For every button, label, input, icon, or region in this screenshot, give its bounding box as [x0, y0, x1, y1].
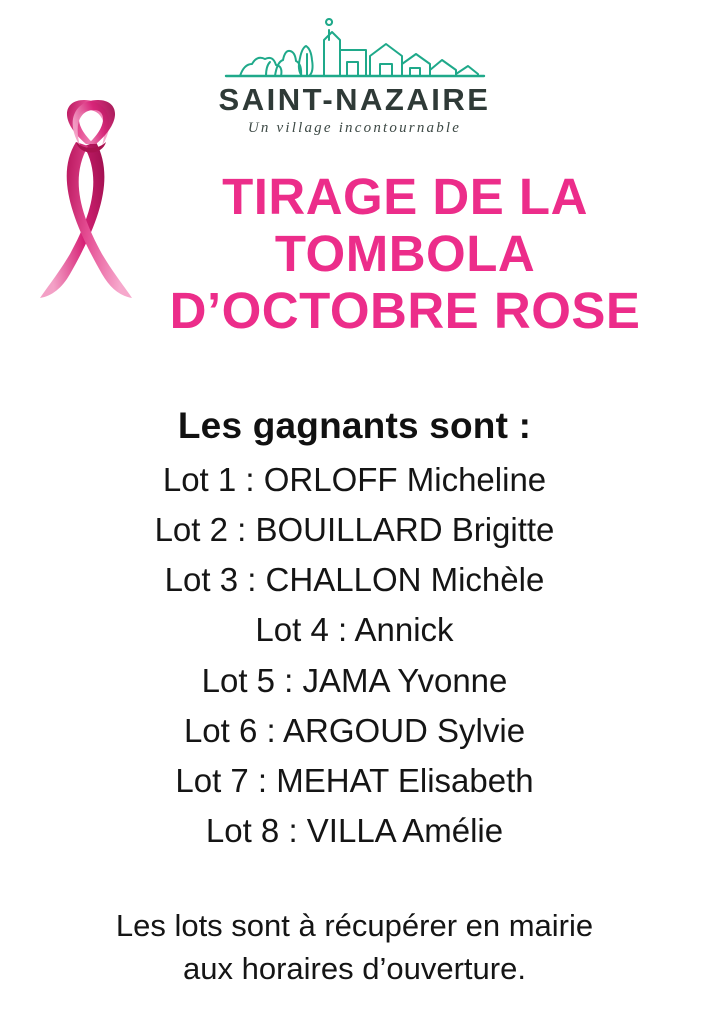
footer-line-1: Les lots sont à récupérer en mairie: [115, 908, 594, 943]
list-item: Lot 3 : CHALLON Michèle: [164, 561, 545, 599]
page-title: [120, 168, 690, 339]
logo-name: SAINT-NAZAIRE: [218, 82, 491, 117]
title-line-1: TIRAGE DE LA: [222, 168, 588, 225]
footer-line-2: aux horaires d’ouverture.: [183, 950, 526, 986]
list-item: Lot 7 : MEHAT Elisabeth: [175, 761, 534, 799]
list-item: Lot 6 : ARGOUD Sylvie: [183, 711, 526, 749]
list-item: Lot 4 : Annick: [255, 611, 454, 649]
list-item: Lot 2 : BOUILLARD Brigitte: [154, 511, 555, 549]
footer-note: [0, 905, 709, 991]
list-item: Lot 1 : ORLOFF Micheline: [162, 461, 547, 498]
title-line-3: D’OCTOBRE ROSE: [169, 282, 641, 340]
village-skyline-icon: [220, 14, 490, 86]
list-item: Lot 5 : JAMA Yvonne: [201, 661, 508, 699]
logo-tagline: Un village incontournable: [247, 120, 462, 136]
winners-heading: Les gagnants sont :: [177, 405, 532, 446]
title-line-2: TOMBOLA: [274, 225, 536, 283]
list-item: Lot 8 : VILLA Amélie: [205, 812, 504, 850]
winners-section: [0, 405, 709, 856]
